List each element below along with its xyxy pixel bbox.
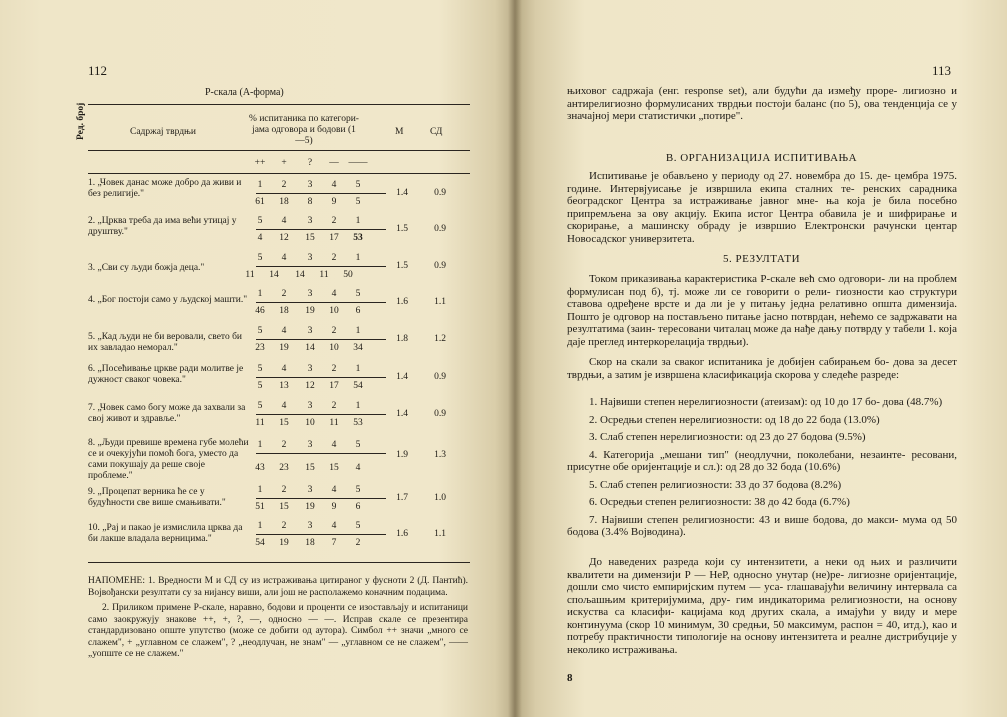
row-label: 7. „Човек само богу може да захвали за свој живот и здравље." — [88, 403, 246, 424]
row-label: 10. „Рај и пакао је измислила црква да би лакше владала верницима." — [88, 523, 243, 544]
results-paragraph-3: До наведених разреда који су интензитети, а неки од њих и различити квалитети на димензији Р — НеР, односно унутар (не)ре- лигиозне оријентације, дошли смо чисто емпиријским путем — уса- глашавајући величину интервала са спољашњим критеријумима, дру- гим индикаторима религиозности, на основу искуства са класифи- кацијама код других скала, а имајући у виду и мере континуума (скор 10 минимум, 30 средњи, 50 максимум, распон = 40, итд.), као и потребу практичности типологије на основу интензитета и реалне дистрибуције у неколико истраживања. — [567, 556, 957, 656]
row-label: 3. „Сви су људи божја деца." — [88, 263, 205, 273]
cat-5: —— — [348, 158, 368, 168]
page-number-right: 113 — [932, 63, 952, 78]
list-item: 1. Највиши степен нерелигиозности (атеизам): од 10 до 17 бо- дова (48.7%) — [589, 396, 943, 408]
page-number-left: 112 — [88, 63, 108, 78]
row-sd: 0.9 — [434, 261, 446, 271]
table-row: 8. „Људи превише времена губе молећи се и очекујући помоћ бога, уместо да сами покушају да реше своје проблеме." 1 2 3 4 5 43 23 15 15 4 1.9 1.3 — [88, 438, 468, 484]
note-2: 2. Приликом примене Р-скале, наравно, бодови и проценти се изостављају и испитаници само заокружују знакове ++, +, ?, —, односно — —. Исправ скале се презентира стандардизовано опште упутство (може се добити од аутора). Симбол ++ значи „много се слажем", + „углавном се слажем", ? „неодлучан, не знам" — „углавном се не слажем", —— „уопште се не слажем." — [88, 603, 468, 659]
table-row: 5. „Кад људи не би веровали, свето би их завладао неморал." 5 4 3 2 1 23 19 14 10 34 1.8 1.2 — [88, 324, 468, 360]
table-row: 1. „Човек данас може добро да живи и без религије." 1 2 3 4 5 61 18 8 9 5 1.4 0.9 — [88, 178, 468, 214]
table-rule-mid — [88, 150, 470, 151]
row-sd: 1.1 — [434, 529, 446, 539]
table-row: 4. „Бог постоји само у људској машти." 1 2 3 4 5 46 18 19 10 6 1.6 1.1 — [88, 289, 468, 323]
row-sd: 1.0 — [434, 493, 446, 503]
table-row: 10. „Рај и пакао је измислила црква да би лакше владала верницима." 1 2 3 4 5 54 19 18 7 2 1.6 1.1 — [88, 521, 468, 557]
row-m: 1.4 — [396, 372, 408, 382]
row-sd: 1.1 — [434, 297, 446, 307]
section-5-heading: 5. РЕЗУЛТАТИ — [722, 253, 801, 265]
row-sd: 0.9 — [434, 224, 446, 234]
row-m: 1.5 — [396, 261, 408, 271]
signature-mark: 8 — [567, 672, 573, 684]
cat-1: ++ — [254, 158, 266, 168]
row-m: 1.4 — [396, 409, 408, 419]
row-m: 1.6 — [396, 297, 408, 307]
list-item: 5. Слаб степен религиозности: 33 до 37 бодова (8.2%) — [589, 478, 842, 491]
cat-2: + — [281, 158, 287, 168]
header-sd: СД — [430, 127, 443, 137]
results-paragraph-2: Скор на скали за сваког испитаника је добијен сабирањем бо- дова за десет тврдњи, а затим је извршена класификација скорова у следеће разреде: — [567, 356, 957, 381]
row-m: 1.7 — [396, 493, 408, 503]
section-b-heading: В. ОРГАНИЗАЦИЈА ИСПИТИВАЊА — [665, 152, 858, 164]
row-label: 5. „Кад људи не би веровали, свето би их завладао неморал." — [88, 332, 242, 353]
row-label: 4. „Бог постоји само у људској машти." — [88, 295, 248, 305]
table-row: 3. „Сви су људи божја деца." 5 4 3 2 1 11 14 14 11 50 1.5 0.9 — [88, 253, 468, 287]
list-item: 7. Највиши степен религиозности: 43 и више бодова, до макси- мума од 50 бодова (3.4% Војводина). — [567, 513, 957, 538]
section-b-paragraph: Испитивање је обављено у периоду од 27. новембра до 15. де- цембра 1975. године. Интервјуисање је извршила екипа сталних те- ренских сарадника београдског Центра за истраживање јавног мне- ња која је била посебно припремљена за ову акцију. Екипа истог Центра обавила је и шифрирање и скорирање, а машинску обраду је извршио Електронски рачунски центар Новосадског универзитета. — [567, 170, 957, 245]
row-sd: 0.9 — [434, 188, 446, 198]
row-m: 1.8 — [396, 334, 408, 344]
table-rule-cats — [88, 173, 470, 174]
row-sd: 1.2 — [434, 334, 446, 344]
categories-list — [567, 396, 957, 544]
row-m: 1.6 — [396, 529, 408, 539]
table-row: 6. „Посећивање цркве ради молитве је дужност сваког човека." 5 4 3 2 1 5 13 12 17 54 1.4 0.9 — [88, 362, 468, 400]
header-m: М — [395, 127, 404, 137]
row-label: 1. „Човек данас може добро да живи и без религије." — [88, 178, 242, 199]
row-sd: 1.3 — [434, 450, 446, 460]
row-label: 8. „Људи превише времена губе молећи се и очекујући помоћ бога, уместо да сами покушају да реше своје проблеме." — [88, 438, 249, 481]
row-label: 2. „Црква треба да има већи утицај у друштву." — [88, 216, 237, 237]
table-rule-top — [88, 104, 470, 105]
table-row: 7. „Човек само богу може да захвали за свој живот и здравље." 5 4 3 2 1 11 15 10 11 53 1.4 0.9 — [88, 401, 468, 437]
results-paragraph-1: Током приказивања карактеристика Р-скале већ смо одговори- ли на проблем формулисан под б), тј. може ли се говорити о рели- гиозности као структури ставова одређене врсте и да ли је у питању једна релативно општа димензија. Пошто је одговор на постављено питање јасно потврдан, нећемо се задржавати на резултатима (заин- тересовани читалац може да нађе дању потврду у табели 1. која даје преглед интеркорелација тврдњи). — [567, 273, 957, 348]
cat-4: — — [329, 158, 339, 168]
table-rule-bottom — [88, 562, 470, 563]
intro-paragraph: њиховог садржаја (енг. response set), али будући да између проре- лигиозно и антирелигиозно формулисаних тврдњи постоји баланс (по 5), ова тенденција се у значајној мери статистички „потире". — [567, 85, 957, 122]
row-label: 6. „Посећивање цркве ради молитве је дужност сваког човека." — [88, 364, 244, 385]
header-content: Садржај тврдњи — [130, 127, 196, 137]
header-categories — [248, 158, 388, 169]
list-item: 6. Осредњи степен религиозности: 38 до 42 бода (6.7%) — [589, 496, 850, 508]
list-item: 3. Слаб степен нерелигиозности: од 23 до 27 бодова (9.5%) — [589, 431, 866, 443]
header-percent: % испитаника по категори- јама одговора и бодови (1—5) — [249, 114, 359, 146]
table-notes — [88, 576, 468, 665]
row-m: 1.9 — [396, 450, 408, 460]
header-rb: Ред. број — [76, 102, 86, 140]
table-row: 2. „Црква треба да има већи утицај у друштву." 5 4 3 2 1 4 12 15 17 53 1.5 0.9 — [88, 216, 468, 252]
cat-3: ? — [307, 158, 313, 168]
row-m: 1.4 — [396, 188, 408, 198]
row-sd: 0.9 — [434, 372, 446, 382]
list-item: 2. Осредњи степен нерелигиозности: од 18 до 22 бода (13.0%) — [589, 413, 880, 426]
table-row: 9. „Процепат верника ће се у будућности све више смањивати." 1 2 3 4 5 51 15 19 9 6 1.7 1.0 — [88, 485, 468, 521]
row-sd: 0.9 — [434, 409, 446, 419]
book-gutter — [508, 0, 522, 717]
list-item: 4. Категорија „мешани тип" (неодлучни, поколебани, незаинте- ресовани, присутне обе оријентације и сл.): од 28 до 32 бода (10.6%) — [567, 448, 957, 473]
row-m: 1.5 — [396, 224, 408, 234]
table-title: Р-скала (А-форма) — [205, 87, 284, 98]
row-label: 9. „Процепат верника ће се у будућности све више смањивати." — [88, 487, 226, 508]
note-1: НАПОМЕНЕ: 1. Вредности М и СД су из истраживања цитираног у фусноти 2 (Д. Пантић). Војвођански резултати су за нијансу виши, али још не располажемо коначним подацима. — [88, 576, 468, 598]
